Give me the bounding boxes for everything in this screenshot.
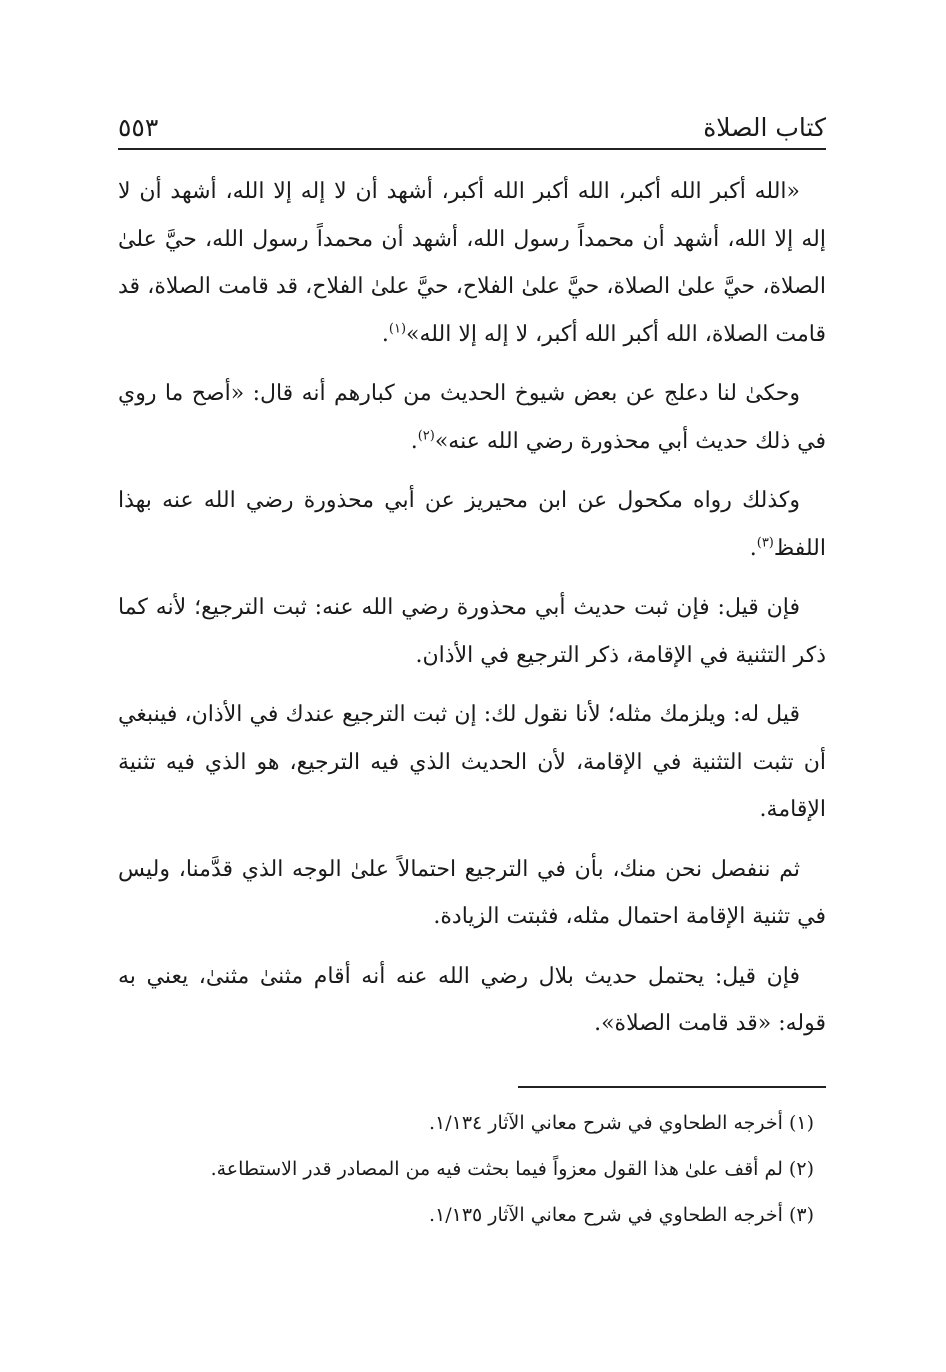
- footnote-ref-2: (٢): [417, 428, 435, 444]
- paragraph-reply: قيل له: ويلزمك مثله؛ لأنا نقول لك: إن ثبت الترجيع عندك في الأذان، فينبغي أن تثبت التثنية في الإقامة، لأن الحديث الذي فيه الترجيع، هو الذي فيه تثنية الإقامة.: [118, 702, 826, 822]
- footnote-separator: [518, 1086, 826, 1088]
- footnote-ref-3: (٣): [756, 535, 774, 551]
- paragraph-makhul: وكذلك رواه مكحول عن ابن محيريز عن أبي محذورة رضي الله عنه بهذا اللفظ$^{(٣)}$.: [118, 488, 826, 561]
- main-text: [118, 168, 826, 1060]
- footnotes: [118, 1100, 826, 1238]
- page-number: ٥٥٣: [118, 113, 159, 142]
- paragraph-narration: وحكىٰ لنا دعلج عن بعض شيوخ الحديث من كبارهم أنه قال: «أصح ما روي في ذلك حديث أبي محذورة رضي الله عنه»$^{(٢)}$.: [118, 381, 826, 454]
- running-title: كتاب الصلاة: [703, 113, 826, 142]
- paragraph-adhan-text: «الله أكبر الله أكبر، الله أكبر الله أكبر، أشهد أن لا إله إلا الله، أشهد أن لا إله إلا الله، أشهد أن محمداً رسول الله، أشهد أن محمداً رسول الله، حيَّ علىٰ الصلاة، حيَّ علىٰ الصلاة، حيَّ علىٰ الفلاح، حيَّ علىٰ الفلاح، قد قامت الصلاة، قد قامت الصلاة، الله أكبر الله أكبر، لا إله إلا الله»$^{(١)}$.: [118, 179, 826, 347]
- paragraph-bilal: فإن قيل: يحتمل حديث بلال رضي الله عنه أنه أقام مثنىٰ مثنىٰ، يعني به قوله: «قد قامت الصلاة».: [118, 963, 826, 1036]
- footnote-2: (٢) لم أقف علىٰ هذا القول معزواً فيما بحثت فيه من المصادر قدر الاستطاعة.: [210, 1158, 814, 1180]
- header-rule: [118, 148, 826, 150]
- paragraph-objection: فإن قيل: فإن ثبت حديث أبي محذورة رضي الله عنه: ثبت الترجيع؛ لأنه كما ذكر التثنية في الإقامة، ذكر الترجيع في الأذان.: [118, 595, 826, 668]
- footnote-1: (١) أخرجه الطحاوي في شرح معاني الآثار ١/١٣٤.: [428, 1112, 814, 1134]
- footnote-3: (٣) أخرجه الطحاوي في شرح معاني الآثار ١/١٣٥.: [428, 1204, 814, 1226]
- paragraph-distinction: ثم ننفصل نحن منك، بأن في الترجيع احتمالاً علىٰ الوجه الذي قدَّمنا، وليس في تثنية الإقامة احتمال مثله، فثبتت الزيادة.: [118, 856, 826, 929]
- page-header: [118, 104, 826, 150]
- footnote-ref-1: (١): [388, 321, 407, 337]
